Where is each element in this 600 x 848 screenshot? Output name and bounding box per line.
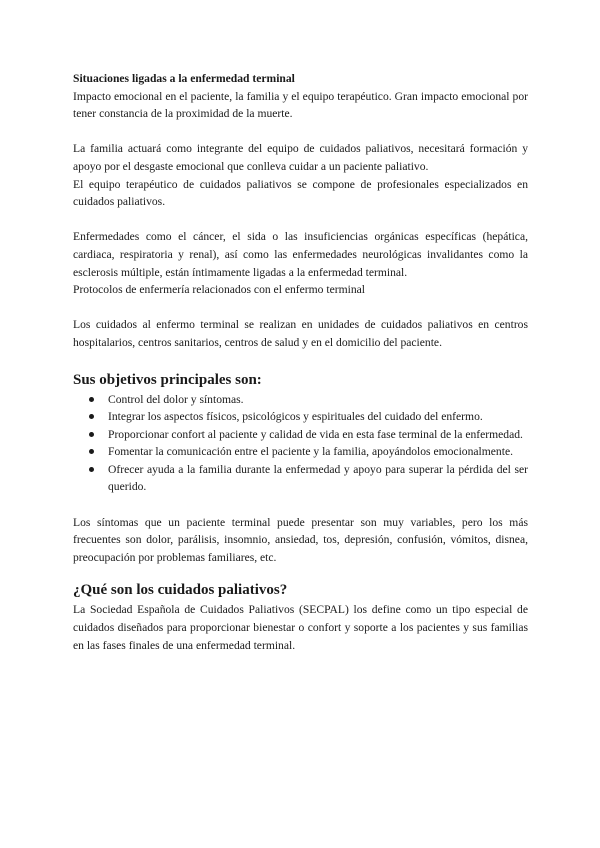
objective-item <box>73 443 528 461</box>
objective-item <box>73 391 528 409</box>
paragraph-care-settings: Los cuidados al enfermo terminal se realizan en unidades de cuidados paliativos en centros hospitalarios, centros sanitarios, centros de salud y en el domicilio del paciente. <box>73 318 528 349</box>
objective-text: Integrar los aspectos físicos, psicológicos y espirituales del cuidado del enfermo. <box>108 410 483 424</box>
objective-text: Fomentar la comunicación entre el paciente y la familia, apoyándolos emocionalmente. <box>108 445 513 459</box>
spacer <box>73 566 528 579</box>
paragraph-protocols: Protocolos de enfermería relacionados con el enfermo terminal <box>73 283 365 297</box>
paragraph-emotional-impact: Impacto emocional en el paciente, la familia y el equipo terapéutico. Gran impacto emocional por tener constancia de la proximidad de la muerte. <box>73 89 528 121</box>
paragraph-family-role: La familia actuará como integrante del equipo de cuidados paliativos, necesitará formación y apoyo por el desgaste emocional que conlleva cuidar a un paciente paliativo. <box>73 142 528 173</box>
spacer <box>73 352 528 365</box>
objective-text: Ofrecer ayuda a la familia durante la enfermedad y apoyo para superar la pérdida del ser querido. <box>108 462 528 494</box>
objective-item <box>73 426 528 444</box>
palliative-heading: ¿Qué son los cuidados paliativos? <box>73 582 288 599</box>
section-title: Situaciones ligadas a la enfermedad terminal <box>73 72 295 85</box>
spacer <box>73 496 528 514</box>
bullet-icon <box>89 467 94 472</box>
document-content <box>73 70 528 654</box>
bullet-icon <box>89 449 94 454</box>
bullet-icon <box>89 432 94 437</box>
objective-item <box>73 461 528 496</box>
bullet-icon <box>89 397 94 402</box>
objective-item <box>73 408 528 426</box>
paragraph-therapeutic-team: El equipo terapéutico de cuidados paliativos se compone de profesionales especializados en cuidados paliativos. <box>73 177 528 209</box>
objective-text: Control del dolor y síntomas. <box>108 392 244 406</box>
objectives-list <box>73 391 528 497</box>
paragraph-symptoms: Los síntomas que un paciente terminal puede presentar son muy variables, pero los más frecuentes son dolor, parálisis, insomnio, ansiedad, tos, depresión, confusión, vómitos, disnea, preocupación por problemas familiares, etc. <box>73 515 528 564</box>
objectives-heading: Sus objetivos principales son: <box>73 371 262 388</box>
bullet-icon <box>89 414 94 419</box>
spacer <box>73 299 528 317</box>
paragraph-diseases: Enfermedades como el cáncer, el sida o las insuficiencias orgánicas específicas (hepática, cardiaca, respiratoria y renal), así como las enfermedades neurológicas invalidantes como la esclerosis múltiple, están íntimamente ligadas a la enfermedad terminal. <box>73 230 528 279</box>
paragraph-secpal-definition: La Sociedad Española de Cuidados Paliativos (SECPAL) los define como un tipo especial de cuidados diseñados para proporcionar bienestar o confort y soporte a los pacientes y sus familias en las fases finales de una enfermedad terminal. <box>73 603 528 652</box>
spacer <box>73 123 528 141</box>
objective-text: Proporcionar confort al paciente y calidad de vida en esta fase terminal de la enfermedad. <box>108 427 523 441</box>
spacer <box>73 211 528 229</box>
